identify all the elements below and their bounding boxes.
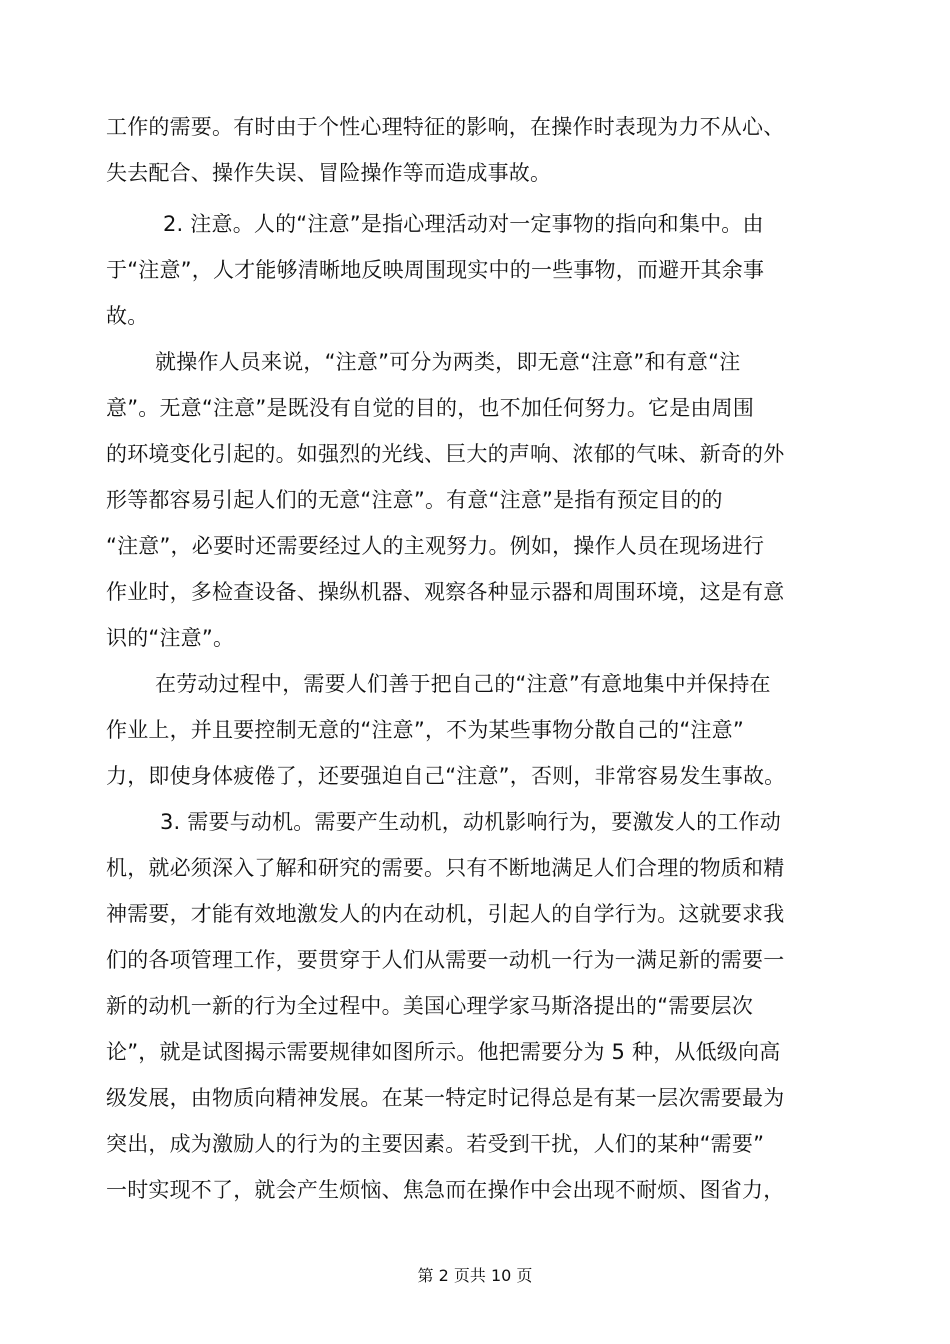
- text-line: 意”。无意“注意”是既没有自觉的目的，也不加任何努力。它是由周围: [106, 396, 755, 420]
- text-line: 一时实现不了，就会产生烦恼、焦急而在操作中会出现不耐烦、图省力，: [106, 1178, 785, 1202]
- text-line: 就操作人员来说，“注意”可分为两类，即无意“注意”和有意“注: [155, 350, 741, 374]
- text-line: 工作的需要。有时由于个性心理特征的影响，在操作时表现为力不从心、: [106, 115, 785, 139]
- text-line: 识的“注意”。: [106, 626, 235, 650]
- text-line: 们的各项管理工作，要贯穿于人们从需要一动机一行为一满足新的需要一: [106, 948, 785, 972]
- text-line: 力，即使身体疲倦了，还要强迫自己“注意”，否则，非常容易发生事故。: [106, 764, 786, 788]
- text-line: 新的动机一新的行为全过程中。美国心理学家马斯洛提出的“需要层次: [106, 994, 754, 1018]
- text-line: 失去配合、操作失误、冒险操作等而造成事故。: [106, 161, 552, 185]
- text-line: 作业上，并且要控制无意的“注意”，不为某些事物分散自己的“注意”: [106, 718, 744, 742]
- text-line: 的环境变化引起的。如强烈的光线、巨大的声响、浓郁的气味、新奇的外: [106, 442, 785, 466]
- text-line: 2. 注意。人的“注意”是指心理活动对一定事物的指向和集中。由: [163, 212, 764, 236]
- text-line: 神需要，才能有效地激发人的内在动机，引起人的自学行为。这就要求我: [106, 902, 785, 926]
- text-line: 论”，就是试图揭示需要规律如图所示。他把需要分为 5 种，从低级向高: [106, 1040, 781, 1064]
- text-line: “注意”，必要时还需要经过人的主观努力。例如，操作人员在现场进行: [106, 534, 765, 558]
- text-line: 突出，成为激励人的行为的主要因素。若受到干扰，人们的某种“需要”: [106, 1132, 765, 1156]
- text-line: 在劳动过程中，需要人们善于把自己的“注意”有意地集中并保持在: [155, 672, 771, 696]
- text-line: 形等都容易引起人们的无意“注意”。有意“注意”是指有预定目的的: [106, 488, 723, 512]
- text-line: 于“注意”，人才能够清晰地反映周围现实中的一些事物，而避开其余事: [106, 258, 765, 282]
- page-number-footer: 第 2 页共 10 页: [417, 1266, 533, 1285]
- text-line: 3. 需要与动机。需要产生动机，动机影响行为，要激发人的工作动: [160, 810, 781, 834]
- text-line: 故。: [106, 304, 149, 328]
- text-line: 机，就必须深入了解和研究的需要。只有不断地满足人们合理的物质和精: [106, 856, 785, 880]
- text-line: 作业时，多检查设备、操纵机器、观察各种显示器和周围环境，这是有意: [106, 580, 785, 604]
- text-line: 级发展，由物质向精神发展。在某一特定时记得总是有某一层次需要最为: [106, 1086, 785, 1110]
